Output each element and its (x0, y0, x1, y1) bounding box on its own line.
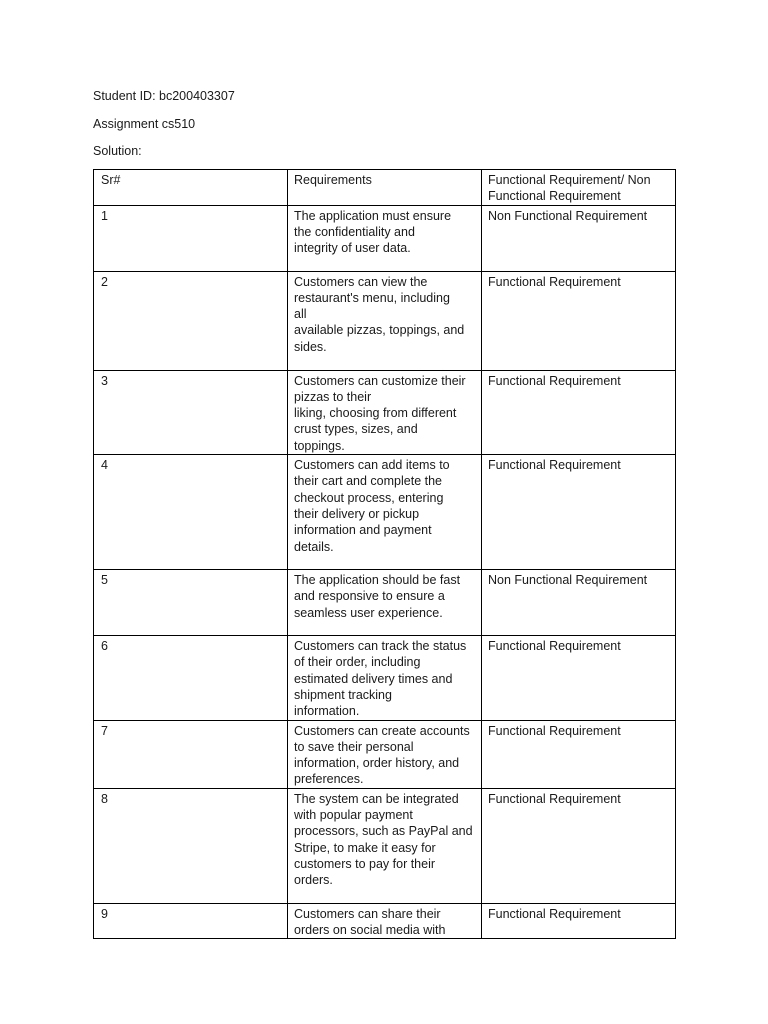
row-requirement: Customers can view the restaurant's menu, including all available pizzas, toppings, and sides. (288, 271, 482, 370)
row-requirement: The application should be fast and responsive to ensure a seamless user experience. (288, 570, 482, 636)
table-row (94, 636, 676, 720)
row-type: Functional Requirement (482, 903, 676, 939)
assignment-title: Assignment cs510 (93, 117, 196, 131)
row-requirement: Customers can track the status of their order, including estimated delivery times and shipment tracking information. (288, 636, 482, 720)
row-sr: 5 (94, 570, 288, 636)
row-sr: 8 (94, 788, 288, 903)
table-row (94, 570, 676, 636)
row-requirement: The application must ensure the confidentiality and integrity of user data. (288, 205, 482, 271)
row-type: Functional Requirement (482, 370, 676, 454)
table-row (94, 455, 676, 570)
table-row (94, 903, 676, 939)
row-type: Functional Requirement (482, 636, 676, 720)
table-row (94, 720, 676, 788)
table-row (94, 271, 676, 370)
header-sr: Sr# (94, 170, 288, 206)
row-type: Functional Requirement (482, 271, 676, 370)
row-sr: 3 (94, 370, 288, 454)
row-requirement: Customers can add items to their cart and complete the checkout process, entering their delivery or pickup information and payment details. (288, 455, 482, 570)
row-sr: 1 (94, 205, 288, 271)
row-sr: 4 (94, 455, 288, 570)
header-type: Functional Requirement/ Non Functional Requirement (482, 170, 676, 206)
table-row (94, 788, 676, 903)
solution-label: Solution: (93, 144, 142, 158)
table-row (94, 370, 676, 454)
row-type: Functional Requirement (482, 720, 676, 788)
row-type: Functional Requirement (482, 788, 676, 903)
student-id: Student ID: bc200403307 (93, 89, 235, 103)
row-requirement: Customers can share their orders on social media with (288, 903, 482, 939)
row-requirement: Customers can customize their pizzas to their liking, choosing from different crust types, sizes, and toppings. (288, 370, 482, 454)
header-requirements: Requirements (288, 170, 482, 206)
table-row (94, 205, 676, 271)
table-header-row (94, 170, 676, 206)
row-type: Non Functional Requirement (482, 205, 676, 271)
row-type: Functional Requirement (482, 455, 676, 570)
row-type: Non Functional Requirement (482, 570, 676, 636)
row-requirement: The system can be integrated with popular payment processors, such as PayPal and Stripe, to make it easy for customers to pay for their orders. (288, 788, 482, 903)
row-sr: 7 (94, 720, 288, 788)
row-sr: 6 (94, 636, 288, 720)
row-sr: 9 (94, 903, 288, 939)
row-requirement: Customers can create accounts to save their personal information, order history, and preferences. (288, 720, 482, 788)
requirements-table (93, 169, 676, 939)
row-sr: 2 (94, 271, 288, 370)
